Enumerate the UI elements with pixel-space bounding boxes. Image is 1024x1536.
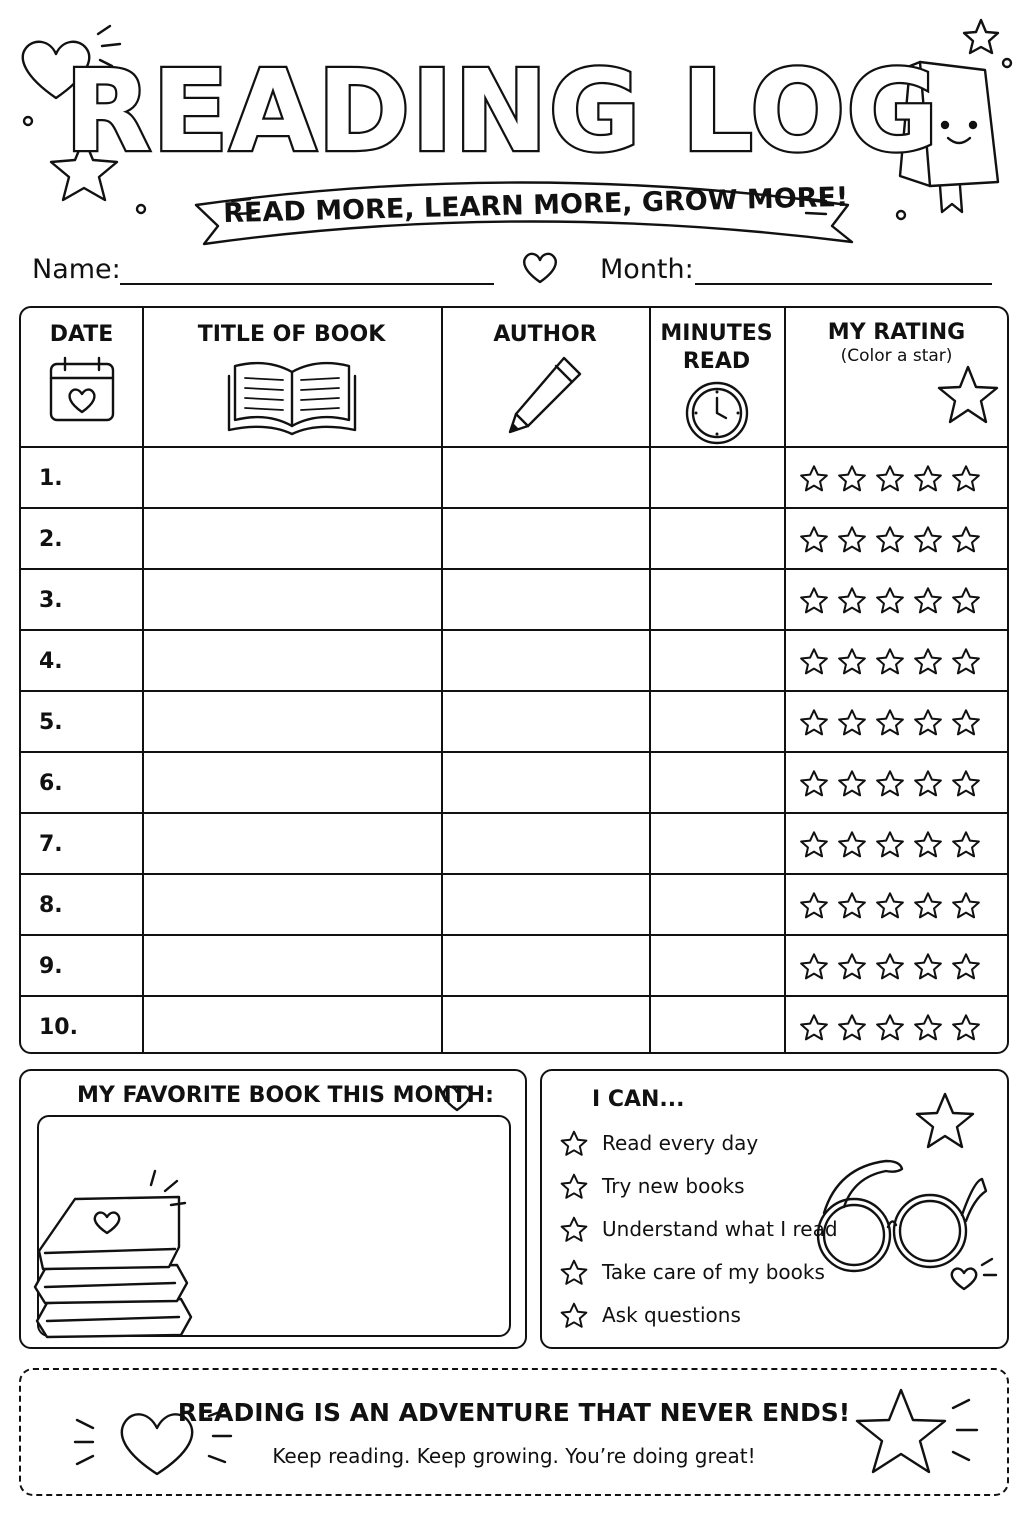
- star-rating: [799, 647, 981, 675]
- star-rating: [799, 1013, 981, 1041]
- rating-star-icon[interactable]: [799, 891, 829, 919]
- rating-star-icon[interactable]: [913, 647, 943, 675]
- row-divider: [21, 507, 1007, 509]
- row-number: 5.: [39, 710, 63, 735]
- row-divider: [21, 751, 1007, 753]
- calendar-icon: [47, 354, 117, 424]
- rating-star-icon[interactable]: [875, 586, 905, 614]
- row-divider: [21, 690, 1007, 692]
- name-field[interactable]: [120, 283, 494, 285]
- rating-star-icon[interactable]: [837, 464, 867, 492]
- rating-star-icon[interactable]: [913, 769, 943, 797]
- row-divider: [21, 629, 1007, 631]
- star-rating: [799, 586, 981, 614]
- star-icon: [841, 1386, 991, 1482]
- rating-star-icon[interactable]: [875, 647, 905, 675]
- rating-star-icon[interactable]: [913, 830, 943, 858]
- tagline: READ MORE, LEARN MORE, GROW MORE!: [222, 181, 849, 230]
- star-rating: [799, 891, 981, 919]
- row-number: 3.: [39, 588, 63, 613]
- minutes-label-line2: READ: [682, 349, 751, 374]
- star-rating: [799, 769, 981, 797]
- star-rating: [799, 708, 981, 736]
- row-divider: [21, 934, 1007, 936]
- star-icon: [964, 20, 998, 53]
- rating-star-icon[interactable]: [875, 769, 905, 797]
- banner: [196, 182, 852, 244]
- i-can-panel: [540, 1069, 1009, 1349]
- checkbox-star-icon[interactable]: [560, 1301, 588, 1329]
- rating-note: (Color a star): [840, 346, 953, 366]
- rating-star-icon[interactable]: [799, 830, 829, 858]
- row-divider: [21, 995, 1007, 997]
- column-header-author: [441, 308, 649, 448]
- rating-star-icon[interactable]: [951, 464, 981, 492]
- rating-star-icon[interactable]: [875, 1013, 905, 1041]
- star-rating: [799, 952, 981, 980]
- rating-star-icon[interactable]: [837, 769, 867, 797]
- column-header-title: [142, 308, 441, 448]
- rating-star-icon[interactable]: [913, 1013, 943, 1041]
- header: [0, 0, 1024, 250]
- row-number: 2.: [39, 527, 63, 552]
- rating-star-icon[interactable]: [875, 464, 905, 492]
- footer-subline: Keep reading. Keep growing. You’re doing great!: [272, 1444, 756, 1468]
- author-header-label: AUTHOR: [493, 322, 597, 347]
- rating-star-icon[interactable]: [799, 952, 829, 980]
- checkbox-star-icon[interactable]: [560, 1172, 588, 1200]
- row-number: 7.: [39, 832, 63, 857]
- rating-star-icon[interactable]: [913, 525, 943, 553]
- rating-star-icon[interactable]: [837, 891, 867, 919]
- i-can-item-label: Understand what I read: [602, 1217, 838, 1241]
- i-can-item-label: Take care of my books: [602, 1260, 825, 1284]
- rating-star-icon[interactable]: [913, 464, 943, 492]
- i-can-item-label: Read every day: [602, 1131, 759, 1155]
- heart-icon: [441, 1083, 473, 1113]
- rating-star-icon[interactable]: [799, 769, 829, 797]
- heart-icon: [952, 1269, 976, 1289]
- rating-header-label: MY RATING: [827, 320, 966, 345]
- rating-star-icon[interactable]: [875, 952, 905, 980]
- row-divider: [21, 873, 1007, 875]
- rating-star-icon[interactable]: [951, 1013, 981, 1041]
- rating-star-icon[interactable]: [951, 586, 981, 614]
- rating-star-icon[interactable]: [951, 952, 981, 980]
- i-can-item-label: Try new books: [602, 1174, 745, 1198]
- rating-star-icon[interactable]: [799, 647, 829, 675]
- dot-deco: [897, 211, 905, 219]
- i-can-item: [560, 1172, 745, 1200]
- star-icon: [914, 1091, 976, 1151]
- page-title: READING LOG: [64, 47, 940, 177]
- row-number: 6.: [39, 771, 63, 796]
- checkbox-star-icon[interactable]: [560, 1258, 588, 1286]
- open-book-icon: [227, 356, 357, 436]
- i-can-item: [560, 1215, 838, 1243]
- star-icon: [936, 364, 1000, 426]
- rating-star-icon[interactable]: [875, 891, 905, 919]
- rating-star-icon[interactable]: [951, 708, 981, 736]
- rating-star-icon[interactable]: [837, 1013, 867, 1041]
- name-label: Name:: [32, 254, 121, 285]
- row-divider: [21, 568, 1007, 570]
- row-number: 1.: [39, 466, 63, 491]
- month-label: Month:: [600, 254, 694, 285]
- rating-star-icon[interactable]: [875, 708, 905, 736]
- heart-icon: [521, 250, 559, 286]
- rating-star-icon[interactable]: [799, 708, 829, 736]
- row-divider: [21, 812, 1007, 814]
- favorite-book-title: MY FAVORITE BOOK THIS MONTH:: [77, 1083, 494, 1108]
- row-number: 8.: [39, 893, 63, 918]
- rating-star-icon[interactable]: [913, 952, 943, 980]
- checkbox-star-icon[interactable]: [560, 1129, 588, 1157]
- row-number: 9.: [39, 954, 63, 979]
- star-rating: [799, 464, 981, 492]
- clock-icon: [684, 380, 750, 446]
- dot-deco: [24, 117, 32, 125]
- rating-star-icon[interactable]: [837, 830, 867, 858]
- heart-icon: [67, 1390, 247, 1480]
- column-header-minutes: [649, 308, 784, 448]
- rating-star-icon[interactable]: [951, 891, 981, 919]
- glasses-icon: [814, 1151, 1004, 1301]
- pencil-icon: [500, 352, 590, 436]
- footer-banner: [19, 1368, 1009, 1496]
- rating-star-icon[interactable]: [913, 586, 943, 614]
- rating-star-icon[interactable]: [875, 525, 905, 553]
- rating-star-icon[interactable]: [875, 830, 905, 858]
- rating-star-icon[interactable]: [951, 525, 981, 553]
- i-can-item: [560, 1129, 758, 1157]
- rating-star-icon[interactable]: [837, 952, 867, 980]
- column-header-date: [21, 308, 142, 448]
- favorite-book-panel: [19, 1069, 527, 1349]
- date-header-label: DATE: [49, 322, 114, 347]
- star-rating: [799, 830, 981, 858]
- checkbox-star-icon[interactable]: [560, 1215, 588, 1243]
- rating-star-icon[interactable]: [799, 525, 829, 553]
- row-number: 4.: [39, 649, 63, 674]
- month-field[interactable]: [695, 283, 992, 285]
- rating-star-icon[interactable]: [799, 464, 829, 492]
- rating-star-icon[interactable]: [799, 586, 829, 614]
- i-can-item: [560, 1258, 825, 1286]
- dot-deco: [1003, 59, 1011, 67]
- rating-star-icon[interactable]: [913, 708, 943, 736]
- rating-star-icon[interactable]: [837, 708, 867, 736]
- star-rating: [799, 525, 981, 553]
- minutes-label-line1: MINUTES: [660, 321, 773, 346]
- title-header-label: TITLE OF BOOK: [197, 322, 386, 347]
- rating-star-icon[interactable]: [799, 1013, 829, 1041]
- i-can-item: [560, 1301, 741, 1329]
- dot-deco: [137, 205, 145, 213]
- footer-headline: READING IS AN ADVENTURE THAT NEVER ENDS!: [177, 1398, 851, 1427]
- rating-star-icon[interactable]: [951, 830, 981, 858]
- column-header-rating: [784, 308, 1009, 448]
- rating-star-icon[interactable]: [837, 647, 867, 675]
- rating-star-icon[interactable]: [951, 647, 981, 675]
- rating-star-icon[interactable]: [951, 769, 981, 797]
- i-can-title: I CAN...: [592, 1087, 685, 1112]
- row-number: 10.: [39, 1015, 78, 1040]
- reading-log-table: [19, 306, 1009, 1054]
- rating-star-icon[interactable]: [837, 525, 867, 553]
- rating-star-icon[interactable]: [913, 891, 943, 919]
- minutes-header-label: [649, 320, 784, 376]
- rating-star-icon[interactable]: [837, 586, 867, 614]
- i-can-item-label: Ask questions: [602, 1303, 741, 1327]
- book-stack-icon: [29, 1171, 209, 1341]
